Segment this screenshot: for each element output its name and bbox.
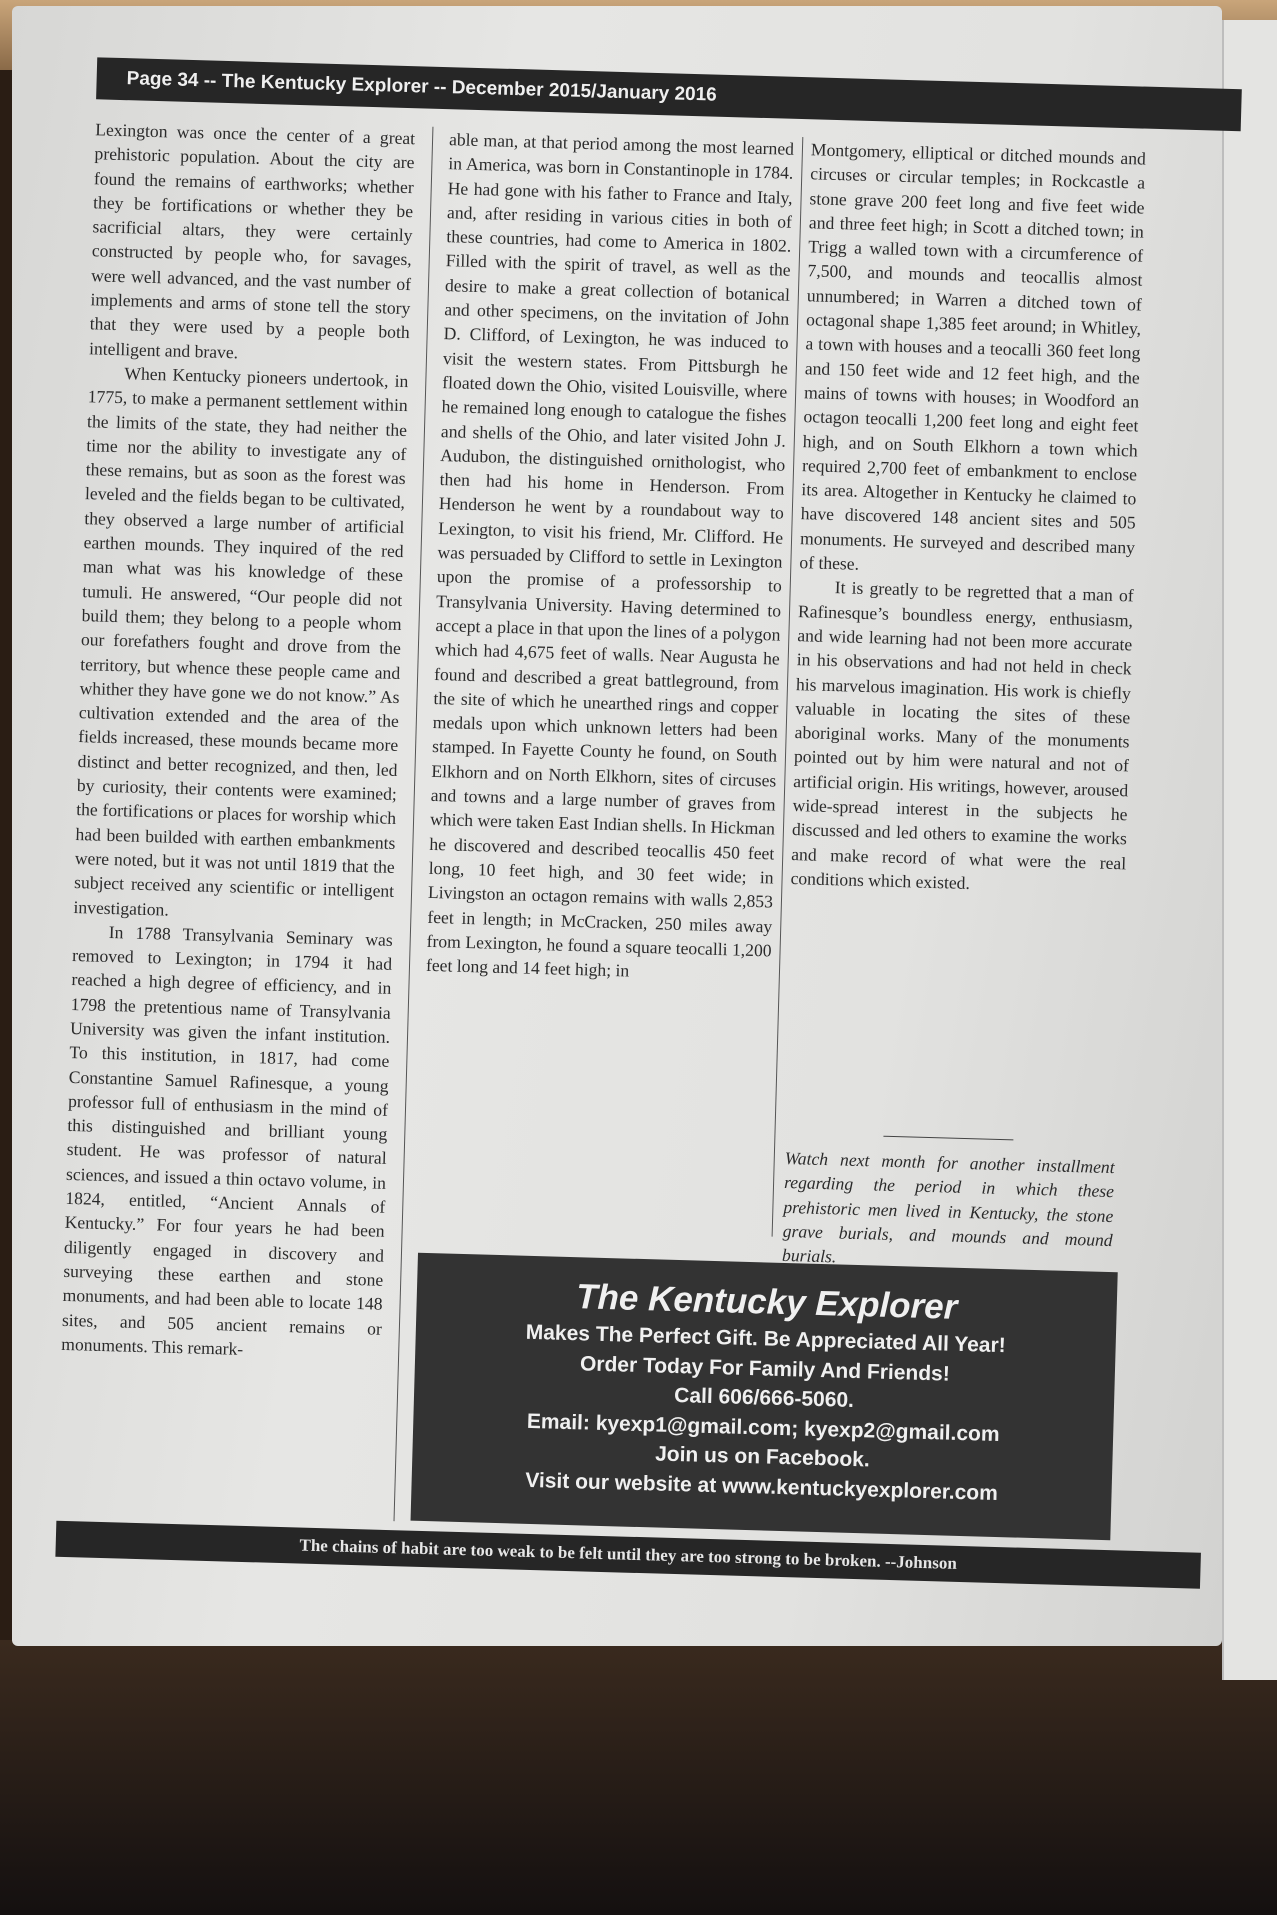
ad-email: Email: kyexp1@gmail.com; kyexp2@gmail.com [526,1409,1000,1446]
ad-line: Makes The Perfect Gift. Be Appreciated All Year! [525,1320,1006,1358]
article-column-3 [783,137,1146,1146]
article-paragraph: Montgomery, elliptical or ditched mounds and circuses or circular temples; in Rockcastle a stone grave 200 feet long and five feet wide and three feet high; in Scott a ditched town; in Trigg a walled town with a circumference of 7,500, and mounds and teocallis almost unnumbered; in Warren a ditched town of octagonal shape 1,385 feet around; in Whitley, a town with houses and a teocalli 360 feet long and 150 feet wide and 12 feet high, and the mains of towns with houses; in Woodford an octagon teocalli 1,200 feet long and eight feet high, and on South Elkhorn a town which required 2,700 feet of embankment to enclose its area. Altogether in Kentucky he claimed to have discovered 148 ancient sites and 505 monuments. He surveyed and described many of these. [799,139,1147,574]
article-paragraph: Lexington was once the center of a great prehistoric population. About the city are found the remains of earthworks; whether they be fortifications or whether they be sacrificial altars, they were certainly constructed by people who, for savages, were well advanced, and the vast number of implements and arms of stone tell the story that they were used by a people both intelligent and brave. [88,119,416,363]
footer-quote: The chains of habit are too weak to be felt until they are too strong to be broken. --Johnson [299,1535,958,1573]
article-column-1 [57,117,416,1515]
article-paragraph: It is greatly to be regretted that a man of Rafinesque’s boundless energy, enthusiasm, and wide learning had not been more accurate in his observations and had not held in check his marvelous imagination. His work is chiefly valuable in locating the sites of these aboriginal works. Many of the monuments pointed out by him were natural and not of artificial origin. His writings, however, aroused wide-spread interest in the subjects he discussed and led others to examine the works and make record of what were the real conditions which existed. [790,577,1134,893]
article-column-2 [419,127,795,1236]
ad-facebook: Join us on Facebook. [654,1442,871,1472]
ad-website: Visit our website at www.kentuckyexplorer.com [525,1468,999,1505]
ad-phone: Call 606/666-5060. [673,1383,855,1412]
magazine-page [12,6,1222,1646]
next-installment-note: Watch next month for another installment regarding the period in which these prehistoric men lived in Kentucky, the stone grave burials, and mounds and mound burials. [781,1147,1115,1267]
ad-title: The Kentucky Explorer [575,1277,958,1327]
subscription-ad [411,1253,1118,1540]
ad-line: Order Today For Family And Friends! [579,1351,951,1386]
desk-surface-bottom [0,1640,1277,1915]
page-header-text: Page 34 -- The Kentucky Explorer -- December 2015/January 2016 [126,68,718,106]
article-paragraph: In 1788 Transylvania Seminary was removed to Lexington; in 1794 it had reached a high degree of efficiency, and in 1798 the pretentious name of Transylvania University was given the infant institution. To this institution, in 1817, had come Constantine Samuel Rafinesque, a young professor full of enthusiasm in the mind of this distinguished and brilliant young student. He was professor of natural sciences, and issued a thin octavo volume, in 1824, entitled, “Ancient Annals of Kentucky.” For four years he had been diligently engaged in discovery and surveying these earthen and stone monuments, and had been able to locate 148 sites, and 505 ancient remains or monuments. This remark- [61,921,394,1359]
article-paragraph: able man, at that period among the most learned in America, was born in Constantinople in 1784. He had gone with his father to France and Italy, and, after residing in various cities in both of these countries, had come to America in 1802. Filled with the spirit of travel, as well as the desire to make a great collection of botanical and other specimens, on the invitation of John D. Clifford, of Lexington, he was induced to visit the western states. From Pittsburgh he floated down the Ohio, visited Louisville, where he remained long enough to catalogue the fishes and shells of the Ohio, and later visited John J. Audubon, the distinguished ornithologist, who then had his home in Henderson. From Henderson he went by a roundabout way to Lexington, to visit his friend, Mr. Clifford. He was persuaded by Clifford to settle in Lexington upon the promise of a professorship to Transylvania University. Having determined to accept a place in that upon the lines of a polygon which had 4,675 feet of walls. Near Augusta he found and described a great battleground, from the site of which he unearthed rings and copper medals upon which unknown letters had been stamped. In Fayette County he found, on South Elkhorn and on North Elkhorn, sites of circuses and towns and a large number of graves from which were taken East Indian shells. In Hickman he discovered and described teocallis 450 feet long, 10 feet high, and 30 feet wide; in Livingston an octagon remains with walls 2,853 feet in length; in McCracken, 250 miles away from Lexington, he found a square teocalli 1,200 feet long and 14 feet high; in [425,129,795,981]
article-paragraph: When Kentucky pioneers undertook, in 1775, to make a permanent settlement within the limits of the state, they had neither the time nor the ability to investigate any of these remains, but as soon as the forest was leveled and the fields began to be cultivated, they observed a large number of artificial earthen mounds. They inquired of the red man what was his knowledge of these tumuli. He answered, “Our people did not build them; they belong to a people whom our forefathers fought and drove from the territory, but whence these people came and whither they have gone we do not know.” As cultivation extended and the area of the fields increased, these mounds became more distinct and better recognized, and then, led by curiosity, their contents were examined; the fortifications or places for worship which had been builded with earthen embankments were noted, but it was not until 1819 that the subject received any scientific or intelligent investigation. [73,363,409,920]
page-header [96,57,1242,131]
